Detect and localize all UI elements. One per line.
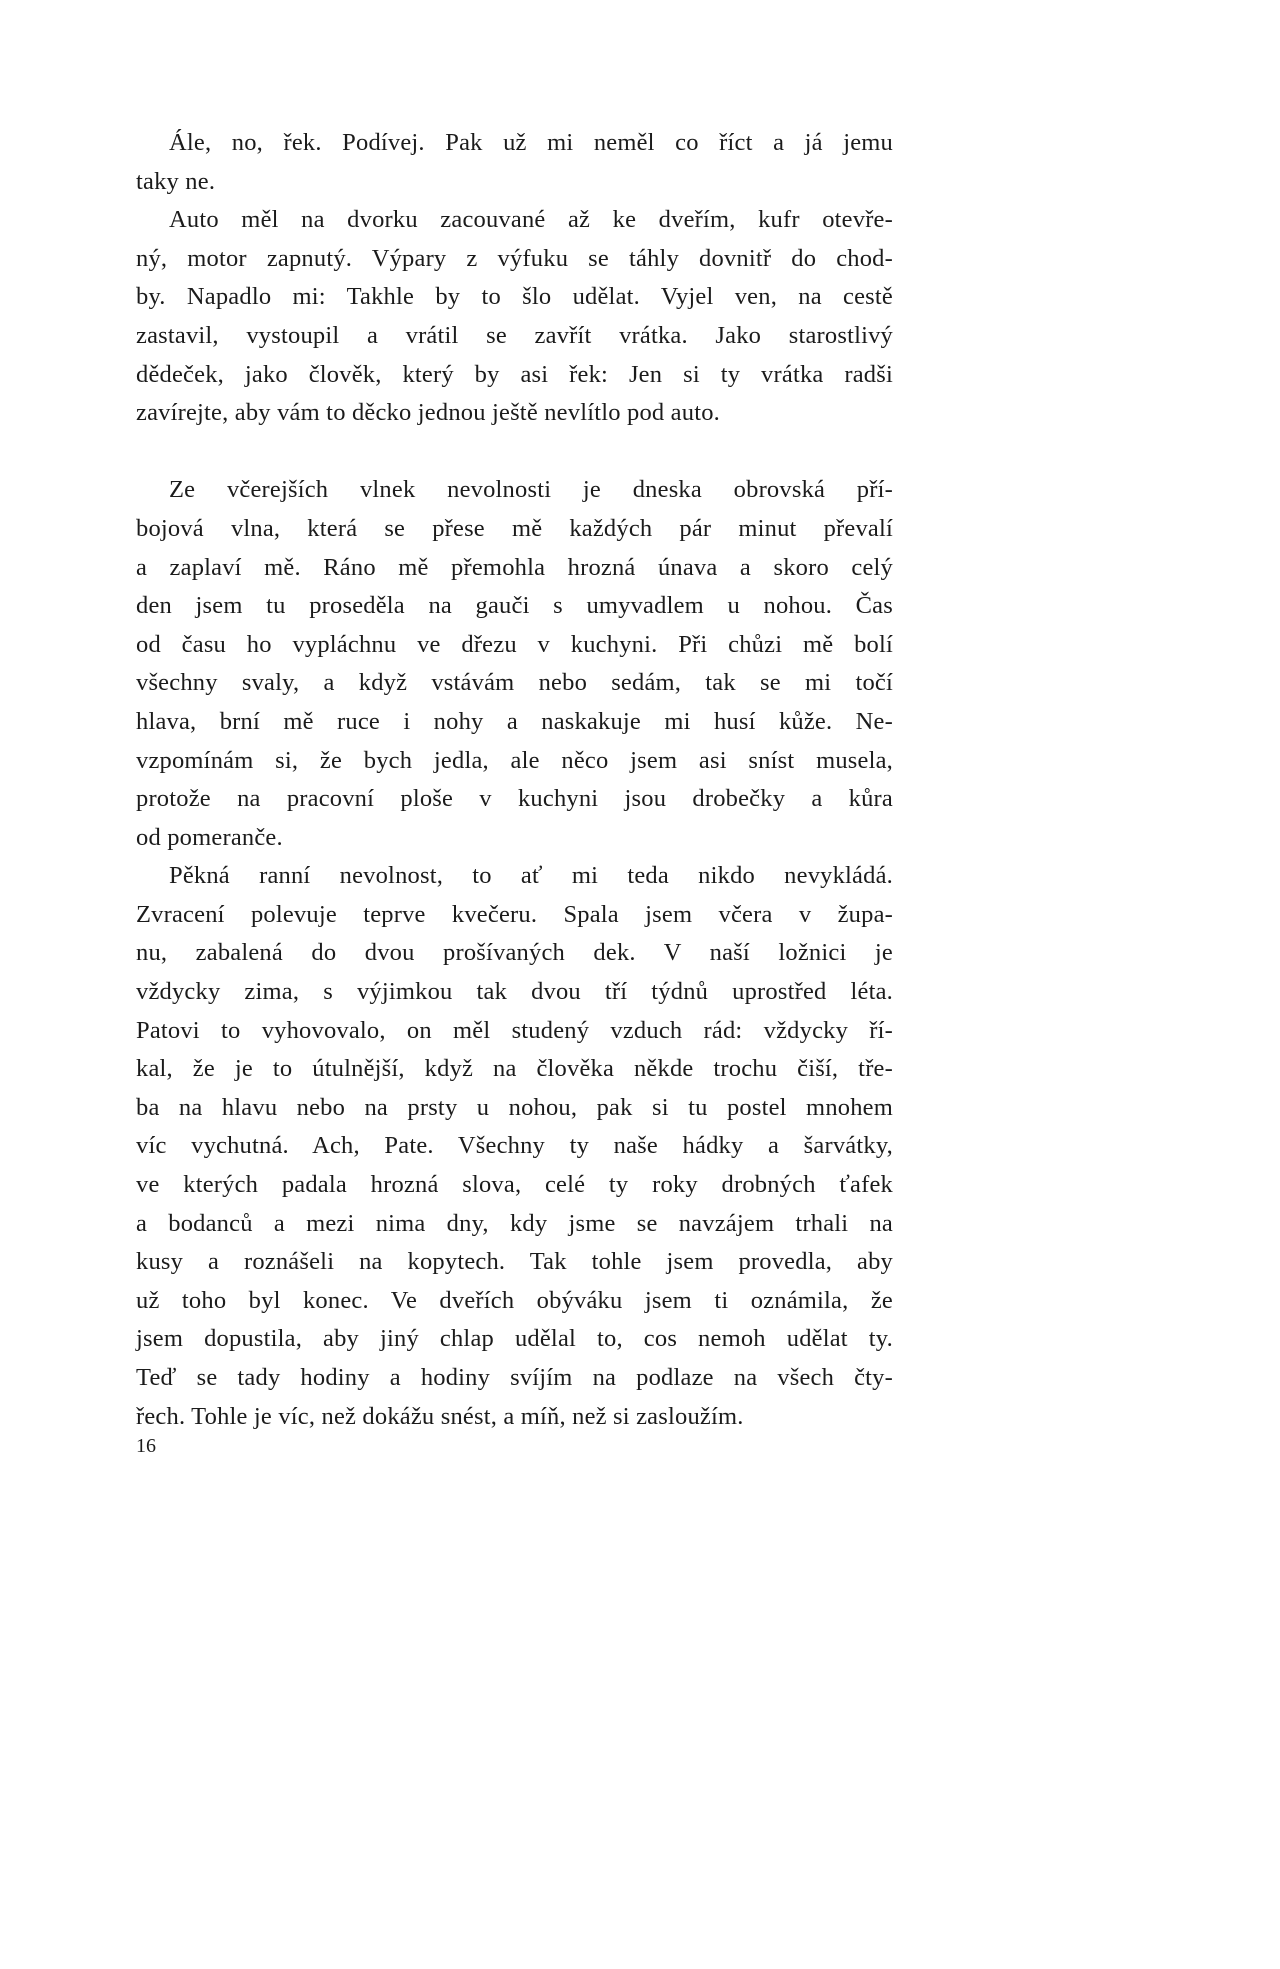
paragraph <box>136 201 893 433</box>
text-line: Pěkná ranní nevolnost, to ať mi teda nikdo nevykládá. <box>169 862 893 890</box>
text-line: kusy a roznášeli na kopytech. Tak tohle jsem provedla, aby <box>136 1248 893 1276</box>
text-line: Patovi to vyhovovalo, on měl studený vzduch rád: vždycky ří- <box>136 1016 893 1044</box>
text-line: Zvracení polevuje teprve kvečeru. Spala jsem včera v župa- <box>136 900 893 928</box>
text-line: kal, že je to útulnější, když na člověka někde trochu čiší, tře- <box>136 1055 893 1083</box>
text-line: zavírejte, aby vám to děcko jednou ještě nevlítlo pod auto. <box>136 399 720 427</box>
text-line: a zaplaví mě. Ráno mě přemohla hrozná únava a skoro celý <box>136 553 893 581</box>
text-line: vzpomínám si, že bych jedla, ale něco jsem asi sníst musela, <box>136 746 893 774</box>
text-line: Auto měl na dvorku zacouvané až ke dveřím, kufr otevře- <box>169 206 893 234</box>
text-line: den jsem tu proseděla na gauči s umyvadlem u nohou. Čas <box>136 592 893 620</box>
text-line: zastavil, vystoupil a vrátil se zavřít vrátka. Jako starostlivý <box>136 321 893 349</box>
text-line: Teď se tady hodiny a hodiny svíjím na podlaze na všech čty- <box>136 1364 893 1391</box>
text-line: dědeček, jako člověk, který by asi řek: Jen si ty vrátka radši <box>136 360 893 388</box>
text-line: Ále, no, řek. Podívej. Pak už mi neměl co říct a já jemu <box>169 129 893 156</box>
paragraph <box>136 124 893 201</box>
text-line: víc vychutná. Ach, Pate. Všechny ty naše hádky a šarvátky, <box>136 1132 893 1160</box>
page-number: 16 <box>136 1435 156 1457</box>
text-line: hlava, brní mě ruce i nohy a naskakuje mi husí kůže. Ne- <box>136 707 893 735</box>
text-line: ba na hlavu nebo na prsty u nohou, pak si tu postel mnohem <box>136 1093 893 1121</box>
text-line: ve kterých padala hrozná slova, celé ty roky drobných ťafek <box>136 1171 893 1199</box>
text-line: nu, zabalená do dvou prošívaných dek. V naší ložnici je <box>136 939 893 967</box>
body-text <box>136 124 893 1436</box>
text-line: řech. Tohle je víc, než dokážu snést, a míň, než si zasloužím. <box>136 1402 744 1430</box>
text-line: by. Napadlo mi: Takhle by to šlo udělat. Vyjel ven, na cestě <box>136 283 893 311</box>
text-line: protože na pracovní ploše v kuchyni jsou drobečky a kůra <box>136 785 893 813</box>
text-line: vždycky zima, s výjimkou tak dvou tří týdnů uprostřed léta. <box>136 978 893 1006</box>
text-line: od času ho vypláchnu ve dřezu v kuchyni. Při chůzi mě bolí <box>136 630 893 658</box>
text-line: bojová vlna, která se přese mě každých pár minut převalí <box>136 514 893 542</box>
text-line: od pomeranče. <box>136 823 283 851</box>
paragraph <box>136 857 893 1436</box>
text-line: taky ne. <box>136 167 216 195</box>
text-line: všechny svaly, a když vstávám nebo sedám, tak se mi točí <box>136 669 893 697</box>
text-line: už toho byl konec. Ve dveřích obýváku jsem ti oznámila, že <box>136 1286 893 1314</box>
text-line: a bodanců a mezi nima dny, kdy jsme se navzájem trhali na <box>136 1209 893 1237</box>
paragraph <box>136 471 893 857</box>
text-line: Ze včerejších vlnek nevolnosti je dneska obrovská pří- <box>169 476 893 504</box>
text-line: ný, motor zapnutý. Výpary z výfuku se táhly dovnitř do chod- <box>136 244 893 272</box>
text-line: jsem dopustila, aby jiný chlap udělal to, cos nemoh udělat ty. <box>136 1325 893 1353</box>
